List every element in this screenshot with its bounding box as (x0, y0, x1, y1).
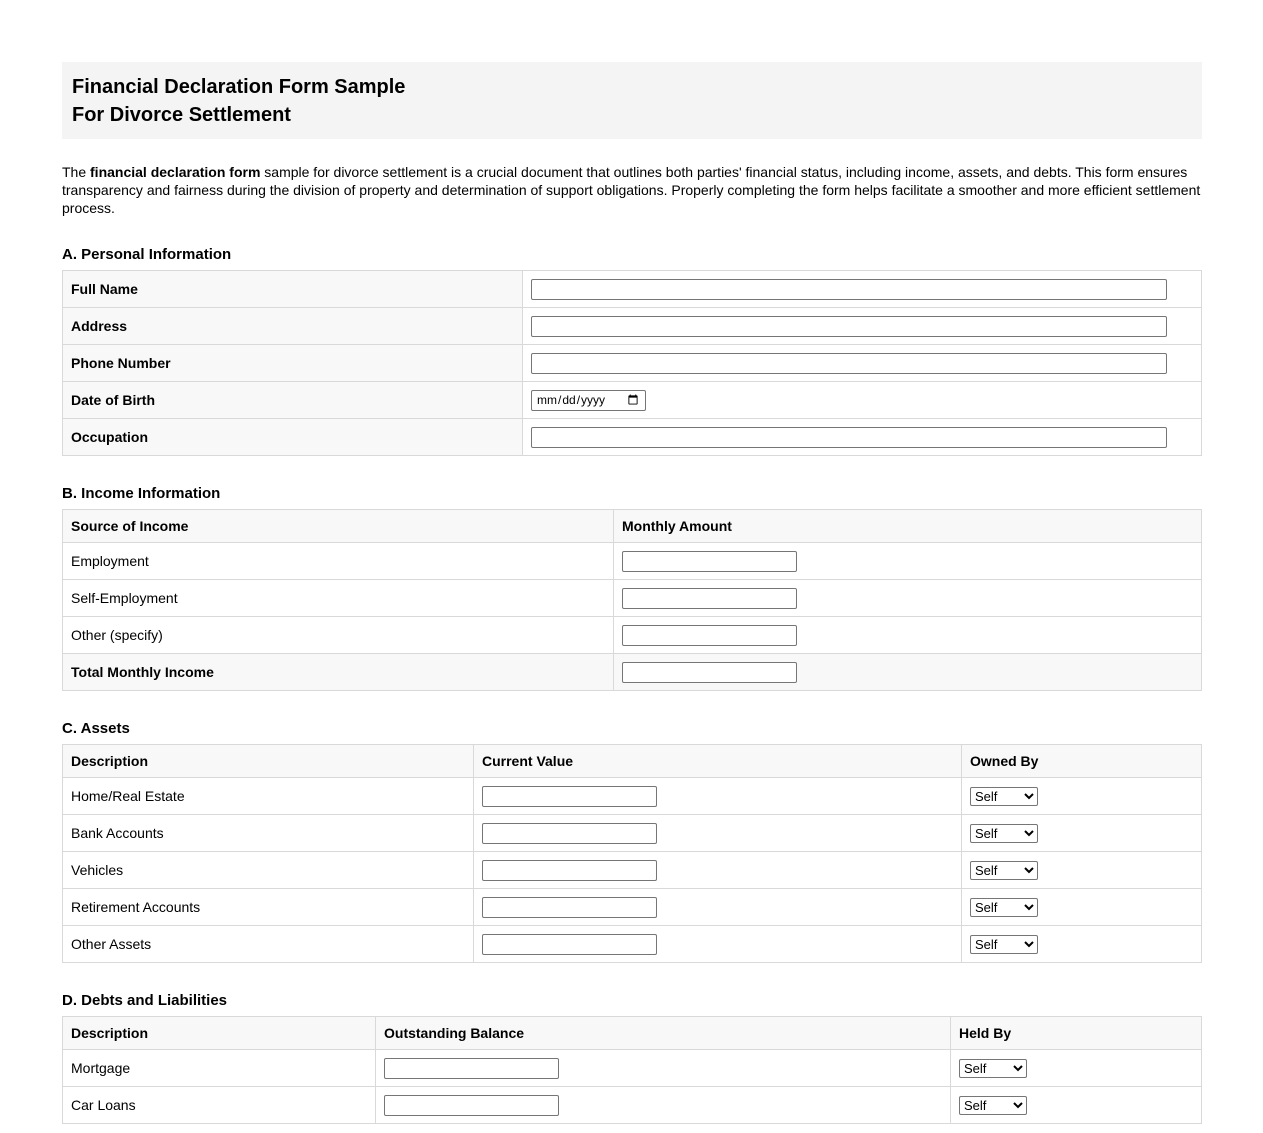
field-cell (951, 1087, 1202, 1124)
row-label-self-employment: Self-Employment (63, 580, 614, 617)
row-label-employment: Employment (63, 543, 614, 580)
intro-prefix: The (62, 164, 91, 180)
phone-number-input[interactable] (531, 353, 1167, 374)
page-title-line1: Financial Declaration Form Sample (72, 76, 406, 98)
retirement-accounts-value-input[interactable] (482, 897, 657, 918)
bank-accounts-owned-by-select[interactable] (970, 824, 1038, 843)
page-title (72, 73, 1188, 129)
field-label-date-of-birth: Date of Birth (63, 382, 523, 419)
table-row-total (63, 654, 1202, 691)
occupation-input[interactable] (531, 427, 1167, 448)
row-label-mortgage: Mortgage (63, 1050, 376, 1087)
field-cell (962, 815, 1202, 852)
column-header-owned-by: Owned By (962, 745, 1202, 778)
intro-bold-phrase: financial declaration form (90, 164, 261, 180)
field-label-occupation: Occupation (63, 419, 523, 456)
field-cell (523, 345, 1202, 382)
table-row (63, 778, 1202, 815)
column-header-held-by: Held By (951, 1017, 1202, 1050)
section-heading-assets: C. Assets (62, 720, 130, 737)
mortgage-held-by-select[interactable] (959, 1059, 1027, 1078)
column-header-outstanding-balance: Outstanding Balance (376, 1017, 951, 1050)
table-row (63, 815, 1202, 852)
row-label-car-loans: Car Loans (63, 1087, 376, 1124)
field-cell (523, 382, 1202, 419)
address-input[interactable] (531, 316, 1167, 337)
column-header-current-value: Current Value (474, 745, 962, 778)
field-cell (376, 1050, 951, 1087)
table-row (63, 926, 1202, 963)
other-assets-owned-by-select[interactable] (970, 935, 1038, 954)
field-cell (951, 1050, 1202, 1087)
income-table (62, 509, 1202, 691)
row-label-other-assets: Other Assets (63, 926, 474, 963)
field-cell (962, 778, 1202, 815)
table-row (63, 852, 1202, 889)
date-of-birth-input[interactable] (531, 390, 646, 411)
other-assets-value-input[interactable] (482, 934, 657, 955)
column-header-description: Description (63, 745, 474, 778)
page-title-line2: For Divorce Settlement (72, 104, 291, 126)
table-row (63, 308, 1202, 345)
total-monthly-income-input[interactable] (622, 662, 797, 683)
table-row (63, 543, 1202, 580)
bank-accounts-value-input[interactable] (482, 823, 657, 844)
column-header-source-of-income: Source of Income (63, 510, 614, 543)
field-cell (523, 308, 1202, 345)
table-row (63, 1087, 1202, 1124)
field-cell (376, 1087, 951, 1124)
intro-paragraph (62, 163, 1202, 217)
self-employment-amount-input[interactable] (622, 588, 797, 609)
car-loans-held-by-select[interactable] (959, 1096, 1027, 1115)
personal-info-table (62, 270, 1202, 456)
table-row (63, 580, 1202, 617)
section-heading-debts: D. Debts and Liabilities (62, 992, 228, 1009)
full-name-input[interactable] (531, 279, 1167, 300)
field-cell (474, 852, 962, 889)
table-row (63, 1050, 1202, 1087)
field-cell (474, 889, 962, 926)
row-label-home-real-estate: Home/Real Estate (63, 778, 474, 815)
field-cell (614, 654, 1202, 691)
field-cell (962, 926, 1202, 963)
table-row (63, 271, 1202, 308)
column-header-monthly-amount: Monthly Amount (614, 510, 1202, 543)
field-label-phone-number: Phone Number (63, 345, 523, 382)
field-cell (614, 543, 1202, 580)
field-cell (614, 617, 1202, 654)
section-heading-personal: A. Personal Information (62, 246, 232, 263)
field-cell (474, 926, 962, 963)
table-row (63, 419, 1202, 456)
field-cell (962, 852, 1202, 889)
car-loans-balance-input[interactable] (384, 1095, 559, 1116)
table-row (63, 889, 1202, 926)
employment-amount-input[interactable] (622, 551, 797, 572)
row-label-bank-accounts: Bank Accounts (63, 815, 474, 852)
field-cell (474, 778, 962, 815)
field-label-address: Address (63, 308, 523, 345)
home-real-estate-owned-by-select[interactable] (970, 787, 1038, 806)
table-header-row (63, 1017, 1202, 1050)
table-header-row (63, 510, 1202, 543)
field-cell (474, 815, 962, 852)
field-cell (523, 419, 1202, 456)
field-label-full-name: Full Name (63, 271, 523, 308)
field-cell (962, 889, 1202, 926)
table-header-row (63, 745, 1202, 778)
vehicles-owned-by-select[interactable] (970, 861, 1038, 880)
table-row (63, 617, 1202, 654)
mortgage-balance-input[interactable] (384, 1058, 559, 1079)
vehicles-value-input[interactable] (482, 860, 657, 881)
row-label-other-income: Other (specify) (63, 617, 614, 654)
field-cell (523, 271, 1202, 308)
intro-rest: sample for divorce settlement is a crucial document that outlines both parties' financial status, including income, assets, and debts. This form ensures transparency and fairness during the division of property and determination of support obligations. Properly completing the form helps facilitate a smoother and more efficient settlement process. (62, 164, 1201, 216)
section-heading-income: B. Income Information (62, 485, 221, 502)
debts-table (62, 1016, 1202, 1124)
table-row (63, 382, 1202, 419)
row-label-retirement-accounts: Retirement Accounts (63, 889, 474, 926)
field-cell (614, 580, 1202, 617)
home-real-estate-value-input[interactable] (482, 786, 657, 807)
table-row (63, 345, 1202, 382)
other-income-amount-input[interactable] (622, 625, 797, 646)
title-block (62, 62, 1202, 139)
column-header-description: Description (63, 1017, 376, 1050)
row-label-vehicles: Vehicles (63, 852, 474, 889)
assets-table (62, 744, 1202, 963)
retirement-accounts-owned-by-select[interactable] (970, 898, 1038, 917)
row-label-total-monthly-income: Total Monthly Income (63, 654, 614, 691)
